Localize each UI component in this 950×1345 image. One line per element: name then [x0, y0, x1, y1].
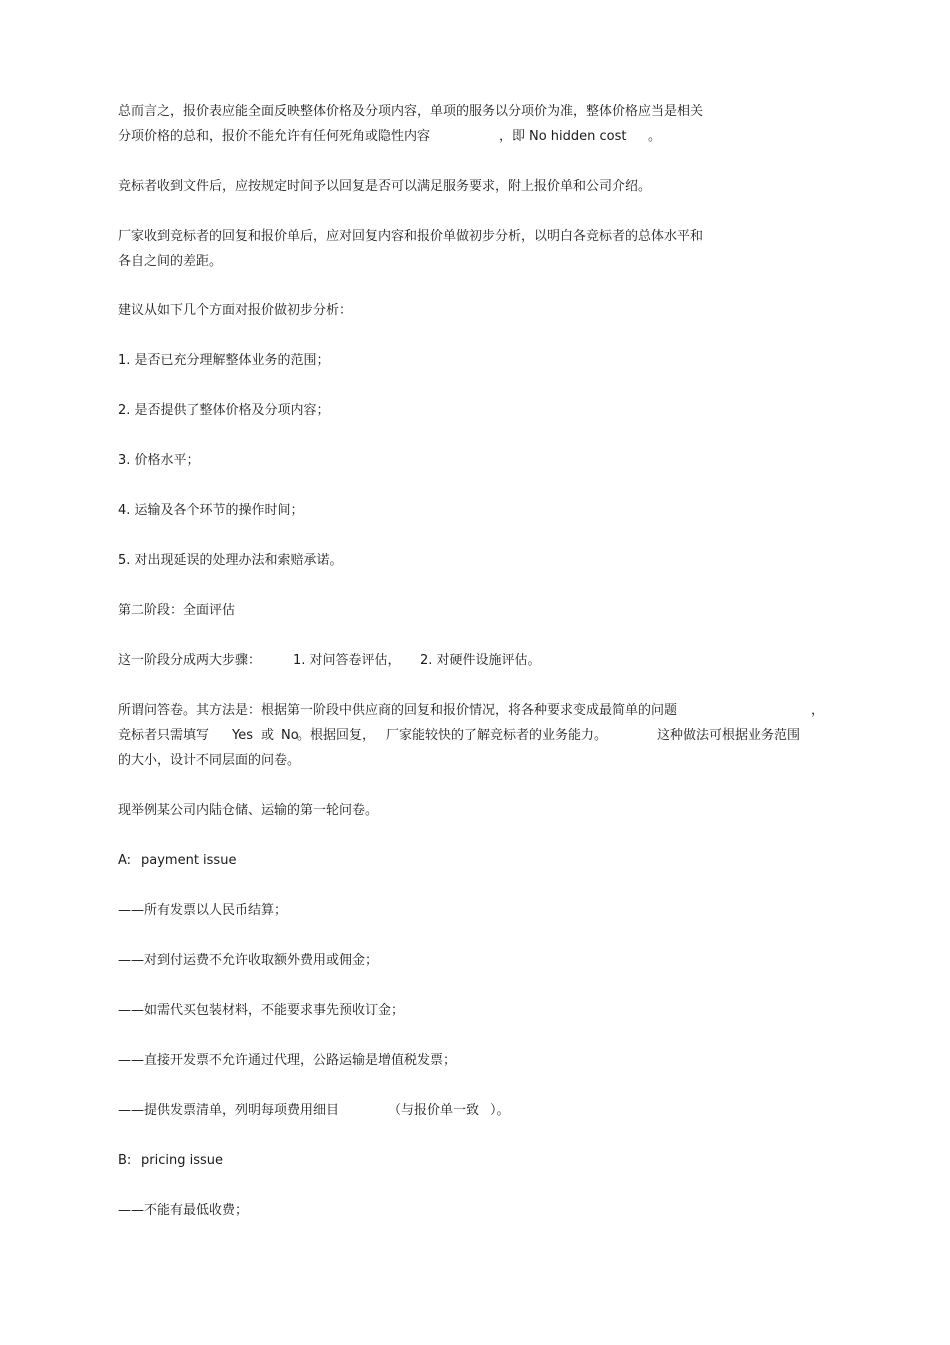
stage-2-step-1: 1. 对问答卷评估，: [293, 653, 401, 668]
section-a-item-5-close: ）。: [490, 1103, 510, 1118]
paragraph-1-line-1: 总而言之，报价表应能全面反映整体价格及分项内容，单项的服务以分项价为准，整体价格应当是相关: [118, 104, 704, 119]
yes-text: Yes: [232, 728, 253, 743]
paragraph-1-line-2: [118, 128, 678, 146]
section-a-item-5-text: ——提供发票清单，列明每项费用细目: [118, 1103, 340, 1118]
section-a-item-5-paren: （与报价单一致: [388, 1103, 480, 1118]
section-b-title: pricing issue: [141, 1153, 223, 1168]
section-b-label: B:: [118, 1153, 132, 1168]
questionnaire-line-1: [118, 702, 828, 720]
stage-2-step-2: 2. 对硬件设施评估。: [420, 653, 541, 668]
example-intro: 现举例某公司内陆仓储、运输的第一轮问卷。: [118, 803, 379, 818]
paragraph-4: 建议从如下几个方面对报价做初步分析：: [118, 303, 353, 318]
section-a-item: ——直接开发票不允许通过代理，公路运输是增值税发票；: [118, 1053, 457, 1068]
analysis-item: 4. 运输及各个环节的操作时间；: [118, 503, 304, 518]
paragraph-1-line-2-comma: ，即: [499, 129, 526, 144]
stage-2-steps-intro: 这一阶段分成两大步骤：: [118, 653, 262, 668]
analysis-item: 5. 对出现延误的处理办法和索赔承诺。: [118, 553, 343, 568]
section-a-label: A:: [118, 853, 132, 868]
questionnaire-line-1-text: 所谓问答卷。其方法是：根据第一阶段中供应商的回复和报价情况，将各种要求变成最简单的问题: [118, 703, 678, 718]
questionnaire-line-1-comma: ，: [811, 703, 825, 718]
questionnaire-line-2-ability: 厂家能较快的了解竞标者的业务能力。: [386, 728, 608, 743]
paragraph-1-line-2-period: 。: [648, 129, 662, 144]
stage-2-heading: 第二阶段：全面评估: [118, 603, 236, 618]
section-a-item: ——所有发票以人民币结算；: [118, 903, 288, 918]
section-b-item: ——不能有最低收费；: [118, 1203, 249, 1218]
paragraph-2: 竞标者收到文件后，应按规定时间予以回复是否可以满足服务要求，附上报价单和公司介绍。: [118, 179, 652, 194]
paragraph-3-line-2: 各自之间的差距。: [118, 254, 223, 269]
analysis-item: 1. 是否已充分理解整体业务的范围；: [118, 353, 330, 368]
or-text: 或: [261, 728, 275, 743]
questionnaire-line-3: 的大小，设计不同层面的问卷。: [118, 753, 301, 768]
stage-2-steps: [118, 652, 578, 670]
questionnaire-line-2-text: 竞标者只需填写: [118, 728, 210, 743]
section-a-title: payment issue: [141, 853, 237, 868]
questionnaire-line-2-scope: 这种做法可根据业务范围: [657, 728, 801, 743]
analysis-item: 3. 价格水平；: [118, 453, 200, 468]
questionnaire-line-2: [118, 727, 828, 745]
no-text: No: [281, 728, 299, 743]
section-a-heading: [118, 852, 318, 870]
paragraph-1-line-2-text: 分项价格的总和，报价不能允许有任何死角或隐性内容: [118, 129, 431, 144]
questionnaire-line-2-reply: 。根据回复，: [297, 728, 376, 743]
section-b-heading: [118, 1152, 318, 1170]
analysis-item: 2. 是否提供了整体价格及分项内容；: [118, 403, 330, 418]
section-a-item: ——如需代买包装材料，不能要求事先预收订金；: [118, 1003, 405, 1018]
paragraph-3-line-1: 厂家收到竞标者的回复和报价单后，应对回复内容和报价单做初步分析，以明白各竞标者的总体水平和: [118, 229, 704, 244]
no-hidden-cost-text: No hidden cost: [529, 129, 627, 144]
section-a-item-5: [118, 1102, 538, 1120]
section-a-item: ——对到付运费不允许收取额外费用或佣金；: [118, 953, 379, 968]
